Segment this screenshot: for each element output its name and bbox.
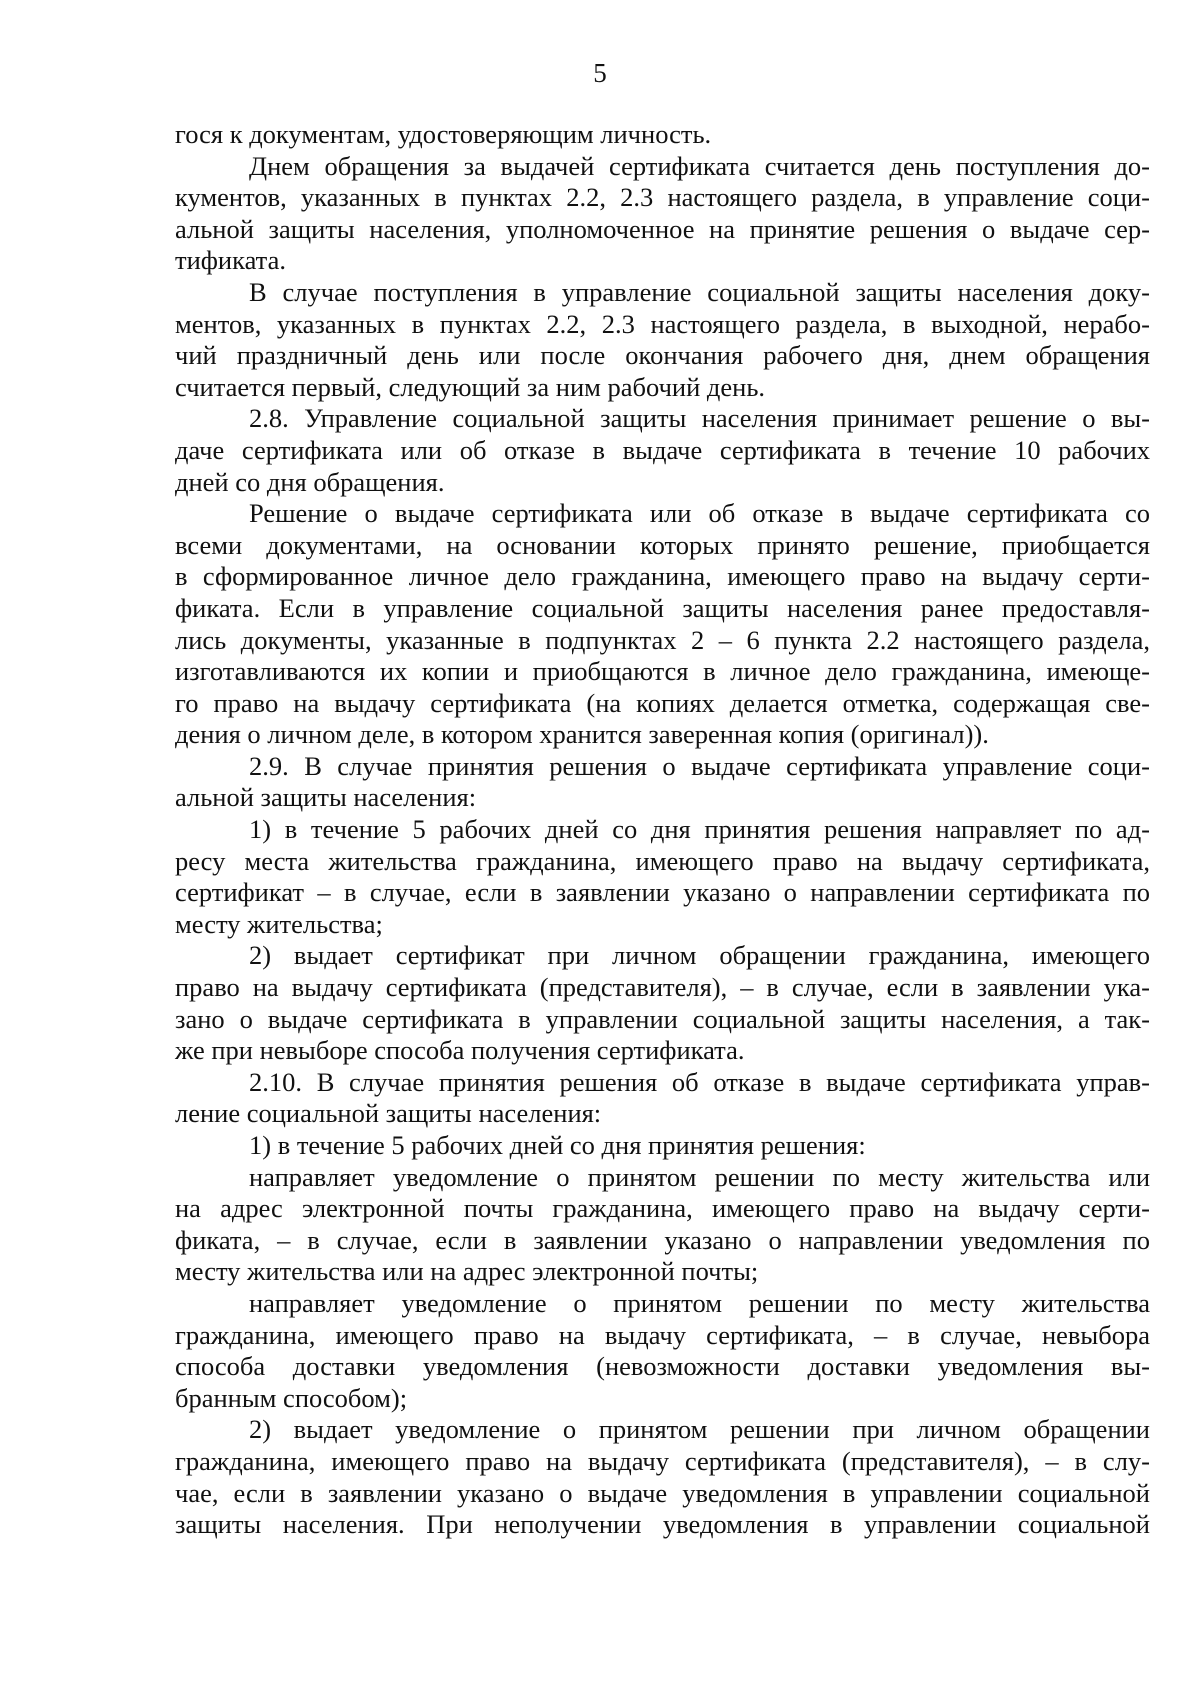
paragraph — [175, 814, 1150, 940]
paragraph-line: Решение о выдаче сертификата или об отказе в выдаче сертификата со — [249, 498, 1150, 529]
paragraph-line: кументов, указанных в пунктах 2.2, 2.3 настоящего раздела, в управление соци- — [175, 182, 1150, 213]
page-number: 5 — [593, 58, 607, 88]
paragraph-line: защиты населения. При неполучении уведомления в управлении социальной — [175, 1509, 1150, 1540]
paragraph-line: 2) выдает сертификат при личном обращении гражданина, имеющего — [249, 940, 1150, 971]
paragraph — [175, 940, 1150, 1066]
paragraph-line: чий праздничный день или после окончания рабочего дня, днем обращения — [175, 340, 1150, 371]
paragraph-line: фиката. Если в управление социальной защиты населения ранее предоставля- — [175, 592, 1150, 623]
paragraph-line: дения о личном деле, в котором хранится заверенная копия (оригинал)). — [175, 719, 989, 750]
paragraph-line: ресу места жительства гражданина, имеющего право на выдачу сертификата, — [175, 845, 1150, 876]
paragraph-line: чае, если в заявлении указано о выдаче уведомления в управлении социальной — [175, 1477, 1150, 1508]
paragraph-line: месту жительства; — [175, 908, 383, 939]
paragraph-line: всеми документами, на основании которых принято решение, приобщается — [175, 529, 1150, 560]
paragraph — [175, 1130, 1150, 1162]
paragraph — [175, 1288, 1150, 1414]
paragraph — [175, 403, 1150, 498]
paragraph-line: 1) в течение 5 рабочих дней со дня принятия решения: — [249, 1130, 866, 1160]
paragraph-line: альной защиты населения, уполномоченное на принятие решения о выдаче сер- — [175, 213, 1150, 244]
paragraph — [175, 119, 1150, 151]
paragraph-line: Днем обращения за выдачей сертификата считается день поступления до- — [249, 150, 1150, 181]
paragraph-line: В случае поступления в управление социальной защиты населения доку- — [249, 276, 1150, 307]
paragraph-line: изготавливаются их копии и приобщаются в личное дело гражданина, имеюще- — [175, 656, 1150, 687]
paragraph-line: гражданина, имеющего право на выдачу сертификата, – в случае, невыбора — [175, 1319, 1150, 1350]
paragraph — [175, 1414, 1150, 1540]
paragraph-line: 2.9. В случае принятия решения о выдаче сертификата управление соци- — [249, 750, 1150, 781]
paragraph-line: направляет уведомление о принятом решении по месту жительства или — [249, 1161, 1150, 1192]
paragraph — [175, 151, 1150, 277]
paragraph — [175, 1162, 1150, 1288]
paragraph-line: же при невыборе способа получения сертификата. — [175, 1035, 745, 1066]
paragraph-line: ментов, указанных в пунктах 2.2, 2.3 настоящего раздела, в выходной, нерабо- — [175, 308, 1150, 339]
document-body — [175, 119, 1150, 1541]
paragraph-line: в сформированное личное дело гражданина, имеющего право на выдачу серти- — [175, 561, 1150, 592]
paragraph-line: сертификат – в случае, если в заявлении указано о направлении сертификата по — [175, 877, 1150, 908]
paragraph-line: бранным способом); — [175, 1382, 408, 1413]
paragraph-line: гося к документам, удостоверяющим личность. — [175, 119, 712, 149]
paragraph — [175, 277, 1150, 403]
paragraph-line: даче сертификата или об отказе в выдаче сертификата в течение 10 рабочих — [175, 434, 1150, 465]
paragraph-line: 2.10. В случае принятия решения об отказе в выдаче сертификата управ- — [249, 1066, 1150, 1097]
paragraph-line: 1) в течение 5 рабочих дней со дня принятия решения направляет по ад- — [249, 814, 1150, 845]
paragraph-line: считается первый, следующий за ним рабочий день. — [175, 371, 766, 402]
paragraph-line: на адрес электронной почты гражданина, имеющего право на выдачу серти- — [175, 1193, 1150, 1224]
paragraph-line: ление социальной защиты населения: — [175, 1098, 602, 1129]
paragraph-line: направляет уведомление о принятом решении по месту жительства — [249, 1287, 1150, 1318]
paragraph-line: право на выдачу сертификата (представителя), – в случае, если в заявлении ука- — [175, 972, 1150, 1003]
paragraph-line: тификата. — [175, 245, 286, 276]
paragraph-line: способа доставки уведомления (невозможности доставки уведомления вы- — [175, 1351, 1150, 1382]
paragraph-line: 2.8. Управление социальной защиты населения принимает решение о вы- — [249, 403, 1150, 434]
paragraph-line: фиката, – в случае, если в заявлении указано о направлении уведомления по — [175, 1224, 1150, 1255]
paragraph — [175, 498, 1150, 751]
paragraph-line: го право на выдачу сертификата (на копиях делается отметка, содержащая све- — [175, 687, 1150, 718]
paragraph-line: дней со дня обращения. — [175, 466, 445, 497]
paragraph-line: альной защиты населения: — [175, 782, 477, 813]
paragraph-line: зано о выдаче сертификата в управлении социальной защиты населения, а так- — [175, 1003, 1150, 1034]
paragraph-line: гражданина, имеющего право на выдачу сертификата (представителя), – в слу- — [175, 1445, 1150, 1476]
paragraph — [175, 751, 1150, 814]
paragraph-line: 2) выдает уведомление о принятом решении при личном обращении — [249, 1414, 1150, 1445]
paragraph — [175, 1067, 1150, 1130]
paragraph-line: лись документы, указанные в подпунктах 2 – 6 пункта 2.2 настоящего раздела, — [175, 624, 1150, 655]
paragraph-line: месту жительства или на адрес электронной почты; — [175, 1256, 759, 1287]
